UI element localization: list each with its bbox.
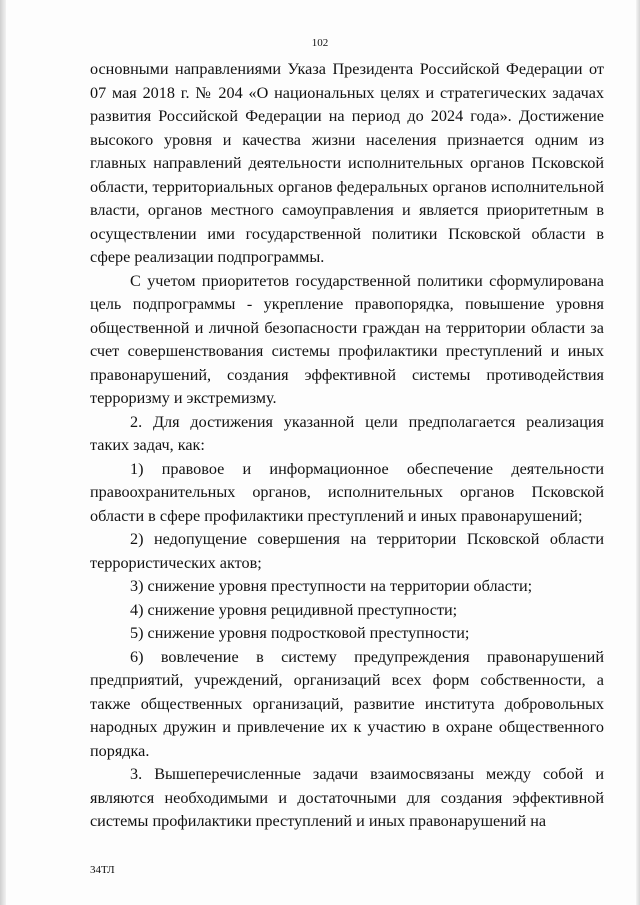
footer-code: 34ТЛ <box>90 864 115 876</box>
scan-left-edge <box>0 0 6 905</box>
list-item-1: 1) правовое и информационное обеспечение деятельности правоохранительных органов, исполнительных органов Псковской области в сфере профилактики преступлений и иных правонарушений; <box>90 459 604 525</box>
list-item-4: 4) снижение уровня рецидивной преступности; <box>130 600 458 619</box>
paragraph-4: 3. Вышеперечисленные задачи взаимосвязаны между собой и являются необходимыми и достаточными для создания эффективной системы профилактики преступлений и иных правонарушений на <box>90 765 604 830</box>
scan-right-edge <box>636 0 640 905</box>
paragraph-3: 2. Для достижения указанной цели предполагается реализация таких задач, как: <box>90 412 604 454</box>
paragraph-1: основными направлениями Указа Президента Российской Федерации от 07 мая 2018 г. № 204 «О национальных целях и стратегических задачах развития Российской Федерации на период до 2024 года». Достижение высокого уровня и качества жизни населения признается одним из главных направлений деятельности исполнительных органов Псковской области, территориальных органов федеральных органов исполнительной власти, органов местного самоуправления и является приоритетным в осуществлении ими государственной политики Псковской области в сфере реализации подпрограммы. <box>90 60 604 266</box>
page-number: 102 <box>311 37 329 49</box>
list-item-3: 3) снижение уровня преступности на территории области; <box>130 577 533 595</box>
body-text <box>90 58 604 834</box>
paragraph-2: С учетом приоритетов государственной политики сформулирована цель подпрограммы - укрепление правопорядка, повышение уровня общественной и личной безопасности граждан на территории области за счет совершенствования системы профилактики преступлений и иных правонарушений, создания эффективной системы противодействия терроризму и экстремизму. <box>90 271 604 407</box>
list-item-6: 6) вовлечение в систему предупреждения правонарушений предприятий, учреждений, организаций всех форм собственности, а также общественных организаций, развитие института добровольных народных дружин и привлечение их к участию в охране общественного порядка. <box>90 647 604 760</box>
list-item-2: 2) недопущение совершения на территории Псковской области террористических актов; <box>90 530 604 572</box>
list-item-5: 5) снижение уровня подростковой преступности; <box>130 624 470 642</box>
